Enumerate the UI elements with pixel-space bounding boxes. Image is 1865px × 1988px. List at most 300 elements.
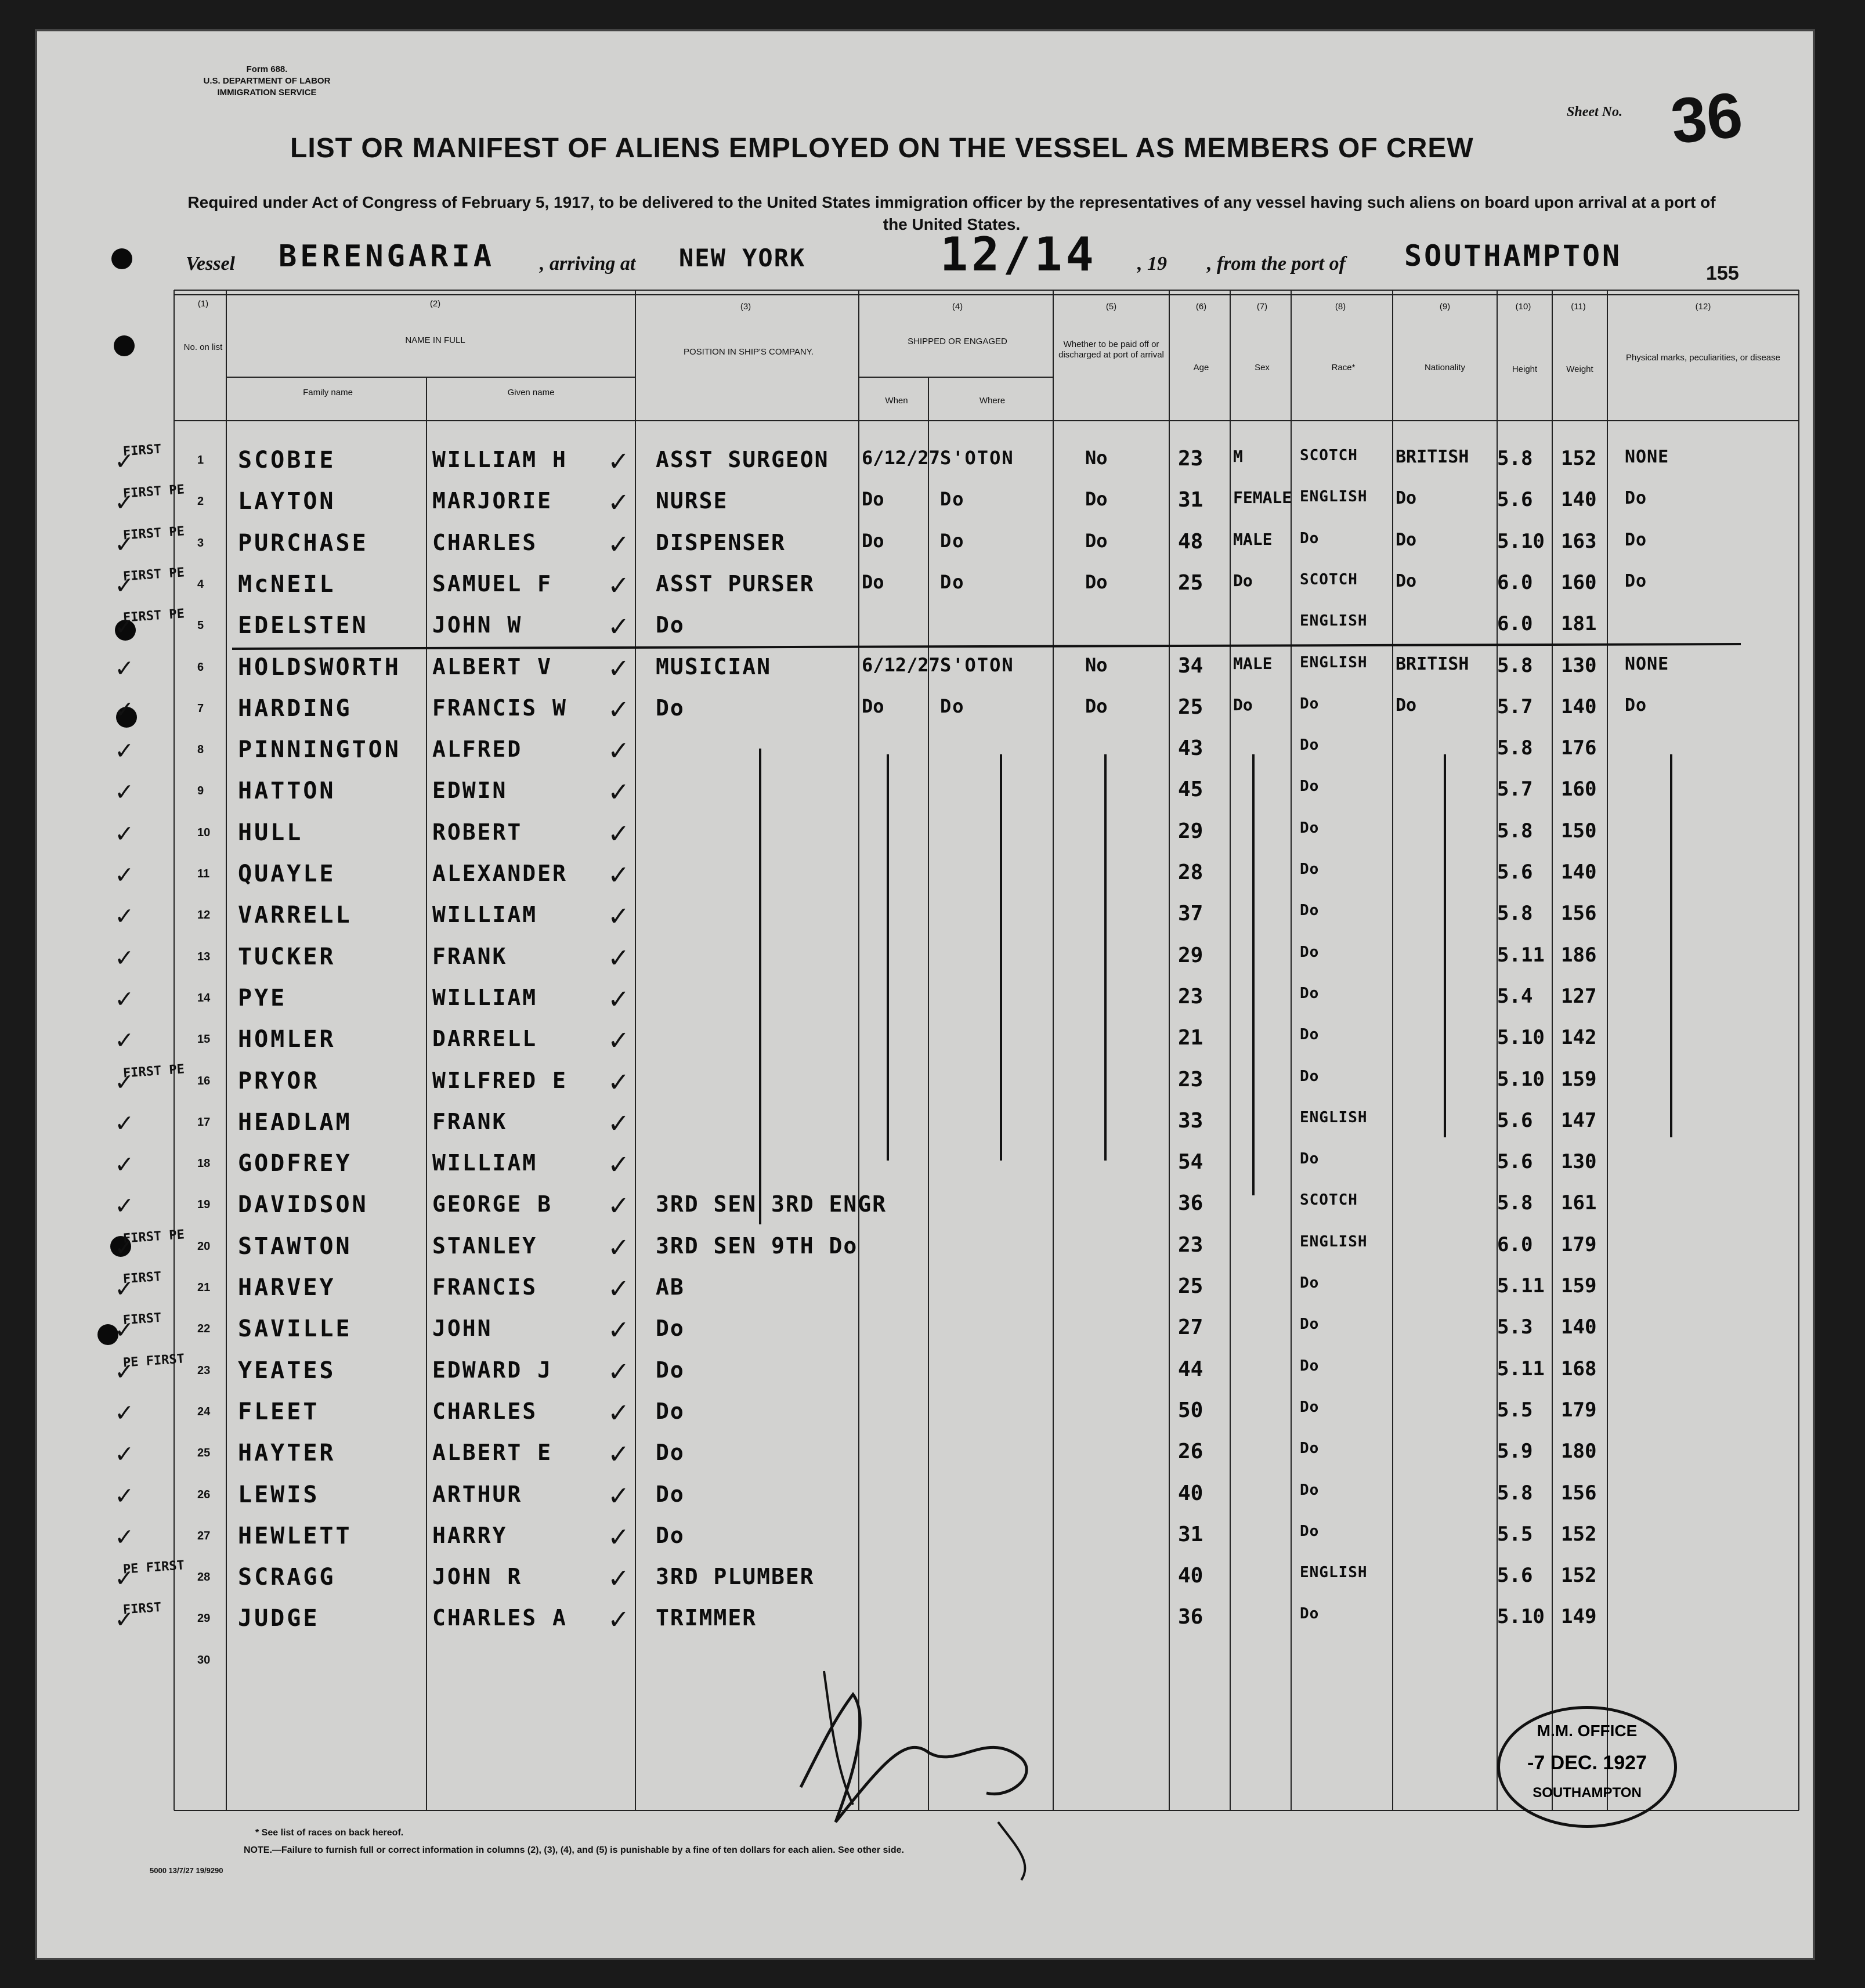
row-number: 10 <box>197 826 211 839</box>
cell-weight: 140 <box>1561 1315 1597 1339</box>
col7-header: Sex <box>1255 363 1270 373</box>
cell-age: 23 <box>1178 447 1203 471</box>
cell-height: 6.0 <box>1497 1232 1533 1256</box>
margin-note: FIRST <box>122 1311 162 1328</box>
cell-given: ARTHUR <box>432 1481 523 1507</box>
check-mark-icon: ✓ <box>116 1437 132 1469</box>
col9-num: (9) <box>1439 302 1451 312</box>
margin-note: FIRST <box>122 442 162 460</box>
check-mark-icon: ✓ <box>609 1519 628 1554</box>
check-mark-icon: ✓ <box>609 1312 628 1347</box>
row-number: 12 <box>197 909 211 922</box>
cell-when: 6/12/27 <box>862 653 940 676</box>
table-row <box>0 896 1865 934</box>
table-row <box>0 1434 1865 1472</box>
check-mark-icon: ✓ <box>116 444 132 476</box>
cell-given: WILFRED E <box>432 1067 568 1093</box>
cell-height: 5.6 <box>1497 488 1533 512</box>
table-row <box>0 441 1865 479</box>
stamp-line1: M.M. OFFICE <box>1537 1722 1638 1740</box>
cell-race: ENGLISH <box>1300 488 1368 506</box>
table-row <box>0 979 1865 1017</box>
table-row <box>0 1558 1865 1596</box>
cell-weight: 181 <box>1561 612 1597 636</box>
cell-position: NURSE <box>656 488 728 514</box>
check-mark-icon: ✓ <box>609 650 628 685</box>
cell-weight: 160 <box>1561 570 1597 594</box>
cell-position: Do <box>656 1522 685 1548</box>
cell-height: 6.0 <box>1497 570 1533 594</box>
cell-family: HEWLETT <box>238 1522 352 1549</box>
arrival-date: 12/14 <box>940 227 1097 281</box>
check-mark-icon: ✓ <box>116 527 132 559</box>
cell-weight: 163 <box>1561 529 1597 553</box>
cell-weight: 168 <box>1561 1357 1597 1380</box>
check-mark-icon: ✓ <box>609 1353 628 1389</box>
table-row <box>0 482 1865 521</box>
cell-family: STAWTON <box>238 1232 352 1260</box>
cell-family: SCRAGG <box>238 1564 336 1591</box>
table-row <box>0 1227 1865 1266</box>
table-row <box>0 565 1865 603</box>
cell-height: 5.8 <box>1497 447 1533 470</box>
cell-height: 5.6 <box>1497 1564 1533 1588</box>
cell-family: YEATES <box>238 1357 336 1384</box>
cell-nat: Do <box>1396 529 1417 550</box>
check-mark-icon: ✓ <box>609 1147 628 1182</box>
margin-note: FIRST PE <box>122 523 185 543</box>
cell-race: Do <box>1300 1481 1320 1499</box>
cell-family: HOMLER <box>238 1026 336 1053</box>
cell-height: 5.9 <box>1497 1440 1533 1463</box>
cell-weight: 152 <box>1561 1522 1597 1546</box>
cell-family: PRYOR <box>238 1067 320 1094</box>
cell-weight: 130 <box>1561 653 1597 677</box>
cell-marks: Do <box>1625 529 1647 550</box>
cell-position: 3RD SEN 3RD ENGR <box>656 1191 887 1217</box>
cell-weight: 140 <box>1561 695 1597 718</box>
cell-given: GEORGE B <box>432 1191 553 1217</box>
cell-age: 40 <box>1178 1564 1203 1588</box>
cell-height: 5.11 <box>1497 1357 1545 1380</box>
year-label: , 19 <box>1137 253 1167 274</box>
cell-age: 29 <box>1178 819 1203 843</box>
cell-height: 5.5 <box>1497 1398 1533 1422</box>
cell-given: FRANK <box>432 943 508 969</box>
row-number: 20 <box>197 1239 211 1253</box>
cell-family: PINNINGTON <box>238 736 401 764</box>
cell-given: WILLIAM H <box>432 447 568 472</box>
table-row <box>0 855 1865 893</box>
check-mark-icon: ✓ <box>116 775 132 807</box>
cell-height: 5.6 <box>1497 861 1533 884</box>
table-row <box>0 1641 1865 1679</box>
check-mark-icon: ✓ <box>609 1477 628 1513</box>
col6-num: (6) <box>1195 302 1207 312</box>
check-mark-icon: ✓ <box>116 486 132 518</box>
table-row <box>0 648 1865 686</box>
col8-header: Race* <box>1331 363 1356 373</box>
cell-given: CHARLES A <box>432 1605 568 1631</box>
cell-given: MARJORIE <box>432 488 553 514</box>
check-mark-icon: ✓ <box>116 941 132 973</box>
cell-race: ENGLISH <box>1300 1564 1368 1582</box>
cell-age: 33 <box>1178 1108 1203 1133</box>
cell-age: 36 <box>1178 1605 1203 1629</box>
cell-marks: NONE <box>1625 447 1669 467</box>
col2-family: Family name <box>303 388 353 397</box>
col1-header: No. on list <box>183 342 223 352</box>
cell-age: 44 <box>1178 1357 1203 1381</box>
cell-age: 34 <box>1178 653 1203 678</box>
cell-age: 54 <box>1178 1150 1203 1174</box>
row-number: 1 <box>197 454 204 467</box>
check-mark-icon: ✓ <box>116 1024 132 1056</box>
row-number: 7 <box>197 702 204 715</box>
cell-given: ALFRED <box>432 736 523 762</box>
list-number: 155 <box>1706 262 1739 284</box>
cell-marks: Do <box>1625 695 1647 715</box>
cell-family: JUDGE <box>238 1605 320 1632</box>
check-mark-icon: ✓ <box>116 734 132 766</box>
check-mark-icon: ✓ <box>609 774 628 809</box>
cell-given: FRANK <box>432 1108 508 1134</box>
check-mark-icon: ✓ <box>609 1560 628 1596</box>
cell-height: 5.7 <box>1497 778 1533 801</box>
col10-num: (10) <box>1515 302 1531 312</box>
cell-height: 5.3 <box>1497 1315 1533 1339</box>
cell-race: Do <box>1300 1150 1320 1168</box>
cell-weight: 179 <box>1561 1398 1597 1422</box>
cell-weight: 156 <box>1561 902 1597 926</box>
cell-family: SCOBIE <box>238 447 336 473</box>
margin-note: FIRST PE <box>122 1227 185 1246</box>
cell-family: HEADLAM <box>238 1108 352 1136</box>
col1-num: (1) <box>197 299 209 309</box>
cell-age: 40 <box>1178 1481 1203 1505</box>
cell-age: 23 <box>1178 984 1203 1009</box>
sheet-number: 36 <box>1667 78 1746 158</box>
cell-family: PYE <box>238 984 287 1011</box>
cell-where: Do <box>940 488 965 511</box>
cell-height: 5.4 <box>1497 984 1533 1008</box>
col5-num: (5) <box>1105 302 1117 312</box>
cell-given: ALEXANDER <box>432 861 568 886</box>
margin-note: PE FIRST <box>122 1558 185 1577</box>
cell-position: Do <box>656 695 685 721</box>
check-mark-icon: ✓ <box>609 485 628 520</box>
table-row <box>0 772 1865 810</box>
check-mark-icon: ✓ <box>116 816 132 848</box>
cell-race: Do <box>1300 1026 1320 1044</box>
cell-position: Do <box>656 1481 685 1507</box>
table-row <box>0 1185 1865 1224</box>
cell-position: AB <box>656 1274 685 1300</box>
service: IMMIGRATION SERVICE <box>217 88 317 97</box>
margin-note: FIRST PE <box>122 482 185 501</box>
row-number: 23 <box>197 1364 211 1377</box>
row-number: 24 <box>197 1405 211 1418</box>
table-row <box>0 1393 1865 1431</box>
cell-when: Do <box>862 695 884 717</box>
check-mark-icon: ✓ <box>609 526 628 561</box>
cell-family: TUCKER <box>238 943 336 970</box>
cell-sex: MALE <box>1233 653 1273 673</box>
cell-nat: Do <box>1396 488 1417 509</box>
cell-height: 5.8 <box>1497 736 1533 760</box>
cell-marks: Do <box>1625 488 1647 509</box>
col7-num: (7) <box>1256 302 1268 312</box>
vessel-label: Vessel <box>186 253 235 274</box>
penalty-note: NOTE.—Failure to furnish full or correct information in columns (2), (3), (4), and (5) is punishable by a fine of ten dollars for each alien. See other side. <box>244 1845 904 1855</box>
cell-where: Do <box>940 529 965 552</box>
cell-given: CHARLES <box>432 1398 538 1424</box>
cell-age: 48 <box>1178 529 1203 554</box>
row-number: 22 <box>197 1322 211 1336</box>
col12-header: Physical marks, peculiarities, or disease <box>1626 353 1780 363</box>
cell-race: Do <box>1300 1522 1320 1540</box>
cell-where: S'OTON <box>940 447 1014 469</box>
cell-race: Do <box>1300 778 1320 796</box>
cell-position: Do <box>656 612 685 638</box>
table-row <box>0 1103 1865 1141</box>
table-row <box>0 1020 1865 1058</box>
check-mark-icon: ✓ <box>609 857 628 892</box>
cell-weight: 159 <box>1561 1067 1597 1091</box>
cell-family: GODFREY <box>238 1150 352 1177</box>
table-row <box>0 1476 1865 1514</box>
cell-nat: Do <box>1396 695 1417 715</box>
cell-given: JOHN W <box>432 612 523 638</box>
check-mark-icon: ✓ <box>609 815 628 851</box>
col10-header: Height <box>1512 364 1538 374</box>
cell-when: 6/12/27 <box>862 447 940 469</box>
cell-height: 5.8 <box>1497 902 1533 926</box>
cell-weight: 152 <box>1561 1564 1597 1588</box>
cell-age: 31 <box>1178 1522 1203 1546</box>
row-number: 11 <box>197 868 210 880</box>
row-number: 5 <box>197 619 204 632</box>
check-mark-icon: ✓ <box>609 898 628 934</box>
stamp-line3: SOUTHAMPTON <box>1533 1785 1642 1801</box>
cell-race: Do <box>1300 1398 1320 1416</box>
cell-race: Do <box>1300 902 1320 920</box>
page-subtitle: Required under Act of Congress of February 5, 1917, to be delivered to the United States immigration officer by the representatives of any vessel having such aliens on board upon arrival at a port of the United States. <box>187 193 1716 233</box>
cell-age: 21 <box>1178 1026 1203 1050</box>
cell-weight: 149 <box>1561 1605 1597 1629</box>
cell-family: QUAYLE <box>238 861 336 887</box>
check-mark-icon: ✓ <box>116 1520 132 1552</box>
cell-sex: Do <box>1233 695 1253 714</box>
cell-weight: 176 <box>1561 736 1597 760</box>
cell-race: ENGLISH <box>1300 1232 1368 1250</box>
cell-height: 5.6 <box>1497 1108 1533 1132</box>
check-mark-icon: ✓ <box>609 691 628 726</box>
cell-race: Do <box>1300 861 1320 878</box>
from-label: , from the port of <box>1207 253 1346 274</box>
cell-height: 5.8 <box>1497 1481 1533 1505</box>
cell-age: 31 <box>1178 488 1203 512</box>
cell-given: WILLIAM <box>432 902 538 928</box>
check-mark-icon: ✓ <box>609 1064 628 1099</box>
row-number: 26 <box>197 1488 211 1501</box>
cell-paid: Do <box>1085 488 1108 511</box>
check-mark-icon: ✓ <box>609 1105 628 1140</box>
margin-note: PE FIRST <box>122 1351 185 1371</box>
cell-weight: 140 <box>1561 861 1597 884</box>
check-mark-icon: ✓ <box>609 1188 628 1223</box>
cell-given: JOHN R <box>432 1564 523 1590</box>
cell-race: SCOTCH <box>1300 570 1358 588</box>
check-mark-icon: ✓ <box>609 609 628 644</box>
check-mark-icon: ✓ <box>116 1479 132 1510</box>
cell-family: HATTON <box>238 778 336 805</box>
cell-age: 25 <box>1178 1274 1203 1298</box>
sheet-label: Sheet No. <box>1567 104 1622 120</box>
cell-when: Do <box>862 529 884 552</box>
cell-age: 43 <box>1178 736 1203 761</box>
cell-height: 5.11 <box>1497 943 1545 967</box>
cell-family: HAYTER <box>238 1440 336 1467</box>
col5-header: Whether to be paid off or discharged at port of arrival <box>1058 339 1164 360</box>
cell-when: Do <box>862 488 884 511</box>
stamp-date: -7 DEC. 1927 <box>1527 1752 1647 1774</box>
cell-weight: 160 <box>1561 778 1597 801</box>
table-row <box>0 606 1865 645</box>
row-number: 30 <box>197 1653 211 1667</box>
cell-height: 5.7 <box>1497 695 1533 718</box>
cell-height: 5.11 <box>1497 1274 1545 1297</box>
cell-family: HULL <box>238 819 303 846</box>
cell-weight: 127 <box>1561 984 1597 1008</box>
check-mark-icon: ✓ <box>116 1065 132 1097</box>
cell-race: Do <box>1300 1357 1320 1375</box>
check-mark-icon: ✓ <box>609 443 628 478</box>
departure-port: SOUTHAMPTON <box>1404 239 1622 273</box>
cell-family: VARRELL <box>238 902 352 929</box>
cell-weight: 147 <box>1561 1108 1597 1132</box>
cell-position: ASST PURSER <box>656 570 815 597</box>
check-mark-icon: ✓ <box>609 1022 628 1058</box>
cell-given: CHARLES <box>432 529 538 555</box>
cell-family: HARVEY <box>238 1274 336 1301</box>
cell-weight: 130 <box>1561 1150 1597 1174</box>
cell-marks: Do <box>1625 570 1647 591</box>
cell-family: DAVIDSON <box>238 1191 368 1219</box>
check-mark-icon: ✓ <box>116 1230 132 1262</box>
margin-note: FIRST PE <box>122 606 185 626</box>
check-mark-icon: ✓ <box>609 1229 628 1264</box>
check-mark-icon: ✓ <box>116 858 132 890</box>
col2-header: NAME IN FULL <box>405 335 465 345</box>
cell-race: Do <box>1300 695 1320 713</box>
col12-num: (12) <box>1695 302 1711 312</box>
row-number: 16 <box>197 1074 211 1087</box>
cell-weight: 152 <box>1561 447 1597 470</box>
cell-position: ASST SURGEON <box>656 447 829 472</box>
cell-age: 37 <box>1178 902 1203 926</box>
cell-family: EDELSTEN <box>238 612 368 639</box>
cell-weight: 179 <box>1561 1232 1597 1256</box>
cell-where: S'OTON <box>940 653 1014 676</box>
check-mark-icon: ✓ <box>609 1271 628 1306</box>
col4-where: Where <box>979 396 1006 406</box>
cell-race: Do <box>1300 1440 1320 1458</box>
check-mark-icon: ✓ <box>116 1272 132 1303</box>
cell-race: ENGLISH <box>1300 612 1368 630</box>
cell-given: ALBERT V <box>432 653 553 679</box>
cell-age: 36 <box>1178 1191 1203 1216</box>
cell-given: EDWIN <box>432 778 508 804</box>
table-row <box>0 1351 1865 1390</box>
check-mark-icon: ✓ <box>116 899 132 931</box>
row-number: 4 <box>197 577 204 591</box>
cell-marks: NONE <box>1625 653 1669 674</box>
cell-weight: 180 <box>1561 1440 1597 1463</box>
cell-race: Do <box>1300 736 1320 754</box>
cell-position: 3RD PLUMBER <box>656 1564 815 1590</box>
cell-race: Do <box>1300 984 1320 1002</box>
row-number: 8 <box>197 743 204 757</box>
cell-race: Do <box>1300 529 1320 547</box>
check-mark-icon: ✓ <box>116 1396 132 1427</box>
cell-race: Do <box>1300 943 1320 961</box>
cell-height: 5.6 <box>1497 1150 1533 1174</box>
cell-height: 5.10 <box>1497 529 1545 553</box>
print-code: 5000 13/7/27 19/9290 <box>150 1866 223 1875</box>
cell-given: HARRY <box>432 1522 508 1548</box>
check-mark-icon: ✓ <box>116 982 132 1014</box>
cell-age: 29 <box>1178 943 1203 967</box>
cell-age: 26 <box>1178 1440 1203 1464</box>
cell-age: 50 <box>1178 1398 1203 1422</box>
row-number: 25 <box>197 1447 211 1460</box>
check-mark-icon: ✓ <box>116 1106 132 1138</box>
margin-note: FIRST <box>122 1269 162 1287</box>
col4-num: (4) <box>952 302 963 312</box>
col2-num: (2) <box>429 299 441 309</box>
cell-height: 5.10 <box>1497 1067 1545 1091</box>
row-number: 15 <box>197 1033 211 1046</box>
check-mark-icon: ✓ <box>116 1603 132 1635</box>
cell-given: WILLIAM <box>432 984 538 1010</box>
margin-note: FIRST <box>122 1600 162 1618</box>
cell-given: STANLEY <box>432 1232 538 1259</box>
table-row <box>0 1268 1865 1307</box>
cell-family: LEWIS <box>238 1481 320 1508</box>
cell-age: 23 <box>1178 1067 1203 1091</box>
cell-age: 45 <box>1178 778 1203 802</box>
row-number: 29 <box>197 1612 211 1625</box>
check-mark-icon: ✓ <box>609 567 628 602</box>
cell-given: FRANCIS W <box>432 695 568 721</box>
cell-weight: 142 <box>1561 1026 1597 1050</box>
cell-age: 25 <box>1178 570 1203 595</box>
cell-position: 3RD SEN 9TH Do <box>656 1232 858 1259</box>
cell-position: TRIMMER <box>656 1605 757 1631</box>
col4-header: SHIPPED OR ENGAGED <box>908 337 1007 346</box>
col6-header: Age <box>1193 363 1209 373</box>
cell-family: HARDING <box>238 695 352 722</box>
cell-given: FRANCIS <box>432 1274 538 1300</box>
cell-weight: 159 <box>1561 1274 1597 1297</box>
cell-age: 28 <box>1178 861 1203 884</box>
col3-header: POSITION IN SHIP'S COMPANY. <box>683 347 814 357</box>
table-row <box>0 1062 1865 1100</box>
check-mark-icon: ✓ <box>609 981 628 1016</box>
cell-family: FLEET <box>238 1398 320 1425</box>
office-stamp <box>1497 1706 1677 1828</box>
